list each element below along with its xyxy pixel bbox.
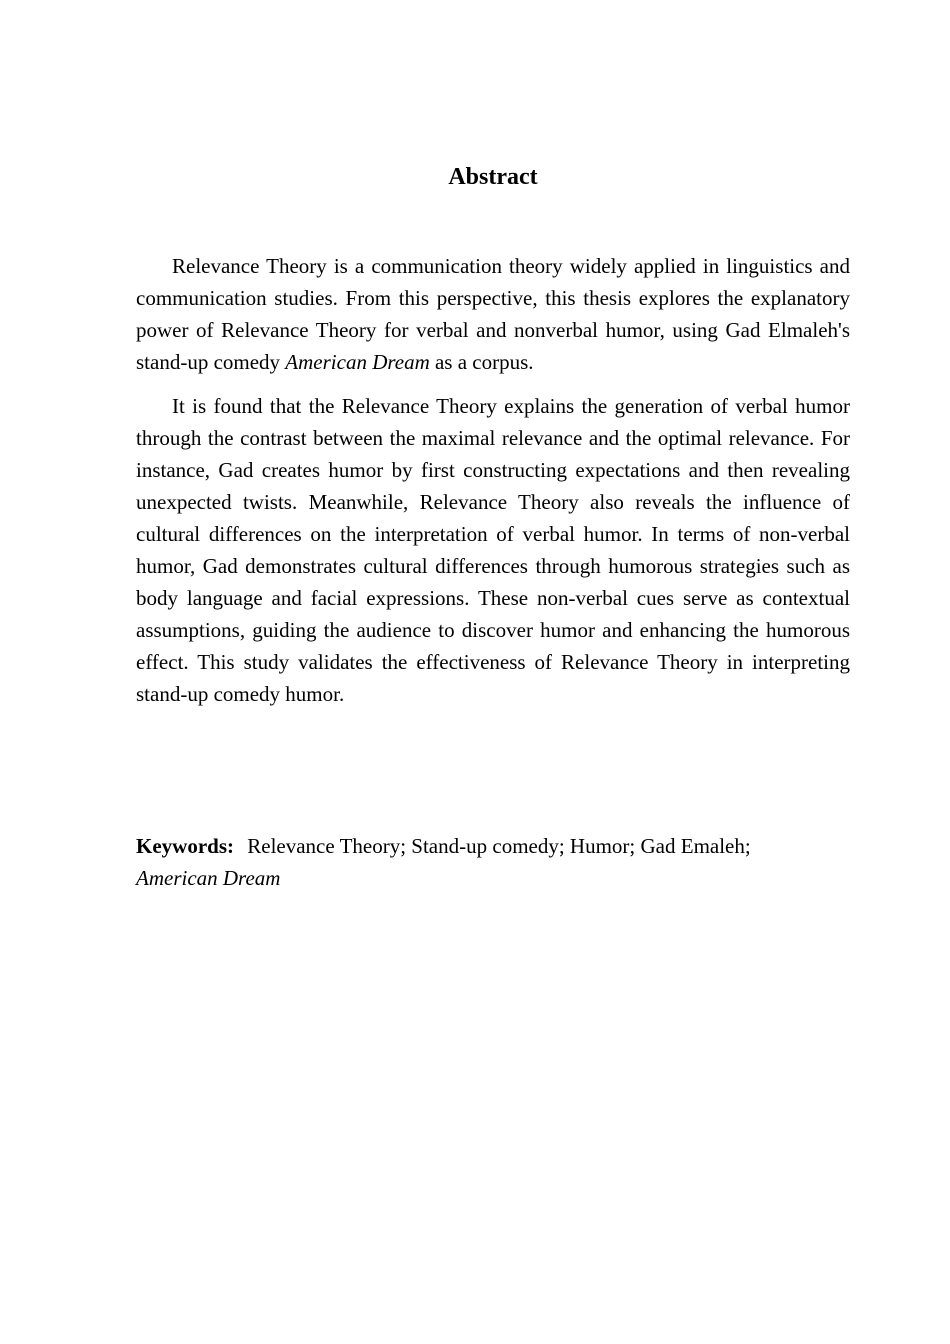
paragraph-1-text-before: Relevance Theory is a communication theory widely applied in linguistics and communication studies. From this perspective, this thesis explores the explanatory power of Relevance Theory for verbal and nonverbal humor, using Gad Elmaleh's stand-up comedy	[136, 254, 850, 374]
paragraph-1-text-after: as a corpus.	[429, 350, 534, 374]
abstract-paragraph-2: It is found that the Relevance Theory explains the generation of verbal humor through the contrast between the maximal relevance and the optimal relevance. For instance, Gad creates humor by first constructing expectations and then revealing unexpected twists. Meanwhile, Relevance Theory also reveals the influence of cultural differences on the interpretation of verbal humor. In terms of non-verbal humor, Gad demonstrates cultural differences through humorous strategies such as body language and facial expressions. These non-verbal cues serve as contextual assumptions, guiding the audience to discover humor and enhancing the humorous effect. This study validates the effectiveness of Relevance Theory in interpreting stand-up comedy humor.	[136, 394, 850, 706]
keywords-line	[136, 830, 850, 894]
keywords-list: Relevance Theory; Stand-up comedy; Humor; Gad Emaleh;	[247, 834, 751, 858]
abstract-paragraph-1	[136, 250, 850, 378]
paragraph-1-italic-title: American Dream	[285, 350, 430, 374]
page-title: Abstract	[448, 164, 538, 190]
keywords-label: Keywords:	[136, 834, 234, 858]
abstract-body	[136, 250, 850, 710]
keywords-italic-item: American Dream	[136, 866, 281, 890]
